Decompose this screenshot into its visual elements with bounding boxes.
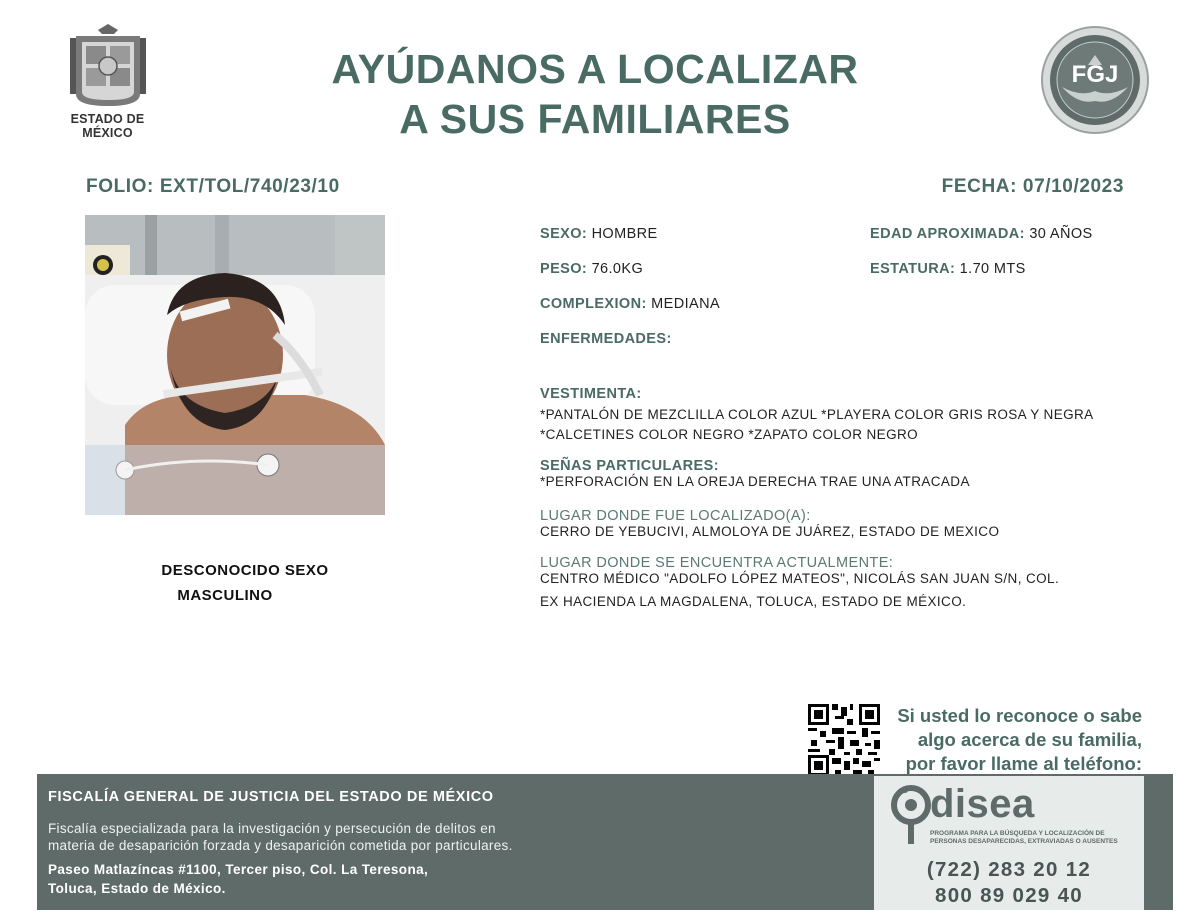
person-caption xyxy=(110,558,380,608)
state-name-label: ESTADO DE MÉXICO xyxy=(70,112,145,140)
footer-org-name: FISCALÍA GENERAL DE JUSTICIA DEL ESTADO DE MÉXICO xyxy=(48,789,494,805)
estatura-label: ESTATURA: xyxy=(870,261,956,277)
actual-line-2: EX HACIENDA LA MAGDALENA, TOLUCA, ESTADO DE MÉXICO. xyxy=(540,594,967,609)
contact-line-3: por favor llame al teléfono: xyxy=(905,753,1142,774)
footer-desc-line-1: Fiscalía especializada para la investigación y persecución de delitos en xyxy=(48,821,496,836)
page-title xyxy=(250,44,940,144)
senas-line-1: *PERFORACIÓN EN LA OREJA DERECHA TRAE UNA ATRACADA xyxy=(540,474,970,489)
complexion-field xyxy=(540,296,720,312)
localizado-line-1: CERRO DE YEBUCIVI, ALMOLOYA DE JUÁREZ, ESTADO DE MEXICO xyxy=(540,524,1000,539)
odisea-subtitle: PROGRAMA PARA LA BÚSQUEDA Y LOCALIZACIÓN DE PERSONAS DESAPARECIDAS, EXTRAVIADAS O AUSENTES xyxy=(930,830,1118,845)
vestimenta-line-1: *PANTALÓN DE MEZCLILLA COLOR AZUL *PLAYERA COLOR GRIS ROSA Y NEGRA xyxy=(540,407,1094,422)
phone-number-1[interactable]: (722) 283 20 12 xyxy=(926,858,1092,881)
fgj-label: FGJ xyxy=(1071,61,1119,88)
odisea-location-pin-icon xyxy=(890,784,932,846)
enfermedades-field xyxy=(540,331,672,347)
peso-label: PESO: xyxy=(540,261,588,277)
peso-field xyxy=(540,261,643,277)
qr-code-icon xyxy=(808,704,880,776)
contact-line-1: Si usted lo reconoce o sabe xyxy=(897,705,1142,726)
estatura-value: 1.70 MTS xyxy=(959,261,1026,277)
peso-value: 76.0KG xyxy=(591,261,644,277)
footer-description xyxy=(48,820,513,854)
odisea-panel xyxy=(874,776,1144,910)
complexion-label: COMPLEXION: xyxy=(540,296,647,312)
person-photo xyxy=(85,215,385,515)
localizado-label: LUGAR DONDE FUE LOCALIZADO(A): xyxy=(540,508,811,524)
actual-label: LUGAR DONDE SE ENCUENTRA ACTUALMENTE: xyxy=(540,555,894,571)
senas-label: SEÑAS PARTICULARES: xyxy=(540,458,719,474)
estatura-field xyxy=(870,261,1026,277)
odisea-wordmark: disea xyxy=(930,782,1035,826)
coat-of-arms-icon xyxy=(68,22,148,108)
sexo-label: SEXO: xyxy=(540,226,588,242)
caption-line-1: DESCONOCIDO SEXO xyxy=(161,562,329,579)
sexo-field xyxy=(540,226,658,242)
footer-addr-line-2: Toluca, Estado de México. xyxy=(48,881,226,896)
actual-line-1: CENTRO MÉDICO "ADOLFO LÓPEZ MATEOS", NICOLÁS SAN JUAN S/N, COL. xyxy=(540,571,1060,586)
fgj-logo xyxy=(1040,25,1150,135)
estado-de-mexico-logo xyxy=(45,22,170,140)
folio-number: FOLIO: EXT/TOL/740/23/10 xyxy=(86,176,340,197)
fecha-date: FECHA: 07/10/2023 xyxy=(941,176,1124,197)
contact-line-2: algo acerca de su familia, xyxy=(917,729,1142,750)
footer-address xyxy=(48,860,428,898)
edad-field xyxy=(870,226,1093,242)
hospital-photo-image xyxy=(85,215,385,515)
title-line-2: A SUS FAMILIARES xyxy=(399,96,791,142)
caption-line-2: MASCULINO xyxy=(177,587,273,604)
vestimenta-line-2: *CALCETINES COLOR NEGRO *ZAPATO COLOR NEGRO xyxy=(540,427,919,442)
qr-code[interactable] xyxy=(808,704,880,776)
contact-message xyxy=(880,704,1142,776)
vestimenta-label: VESTIMENTA: xyxy=(540,386,642,402)
footer-addr-line-1: Paseo Matlazíncas #1100, Tercer piso, Col. La Teresona, xyxy=(48,862,429,877)
edad-label: EDAD APROXIMADA: xyxy=(870,226,1025,242)
title-line-1: AYÚDANOS A LOCALIZAR xyxy=(331,46,859,92)
complexion-value: MEDIANA xyxy=(651,296,721,312)
footer-desc-line-2: materia de desaparición forzada y desaparición cometida por particulares. xyxy=(48,838,513,853)
enfermedades-label: ENFERMEDADES: xyxy=(540,331,672,347)
sexo-value: HOMBRE xyxy=(591,226,658,242)
edad-value: 30 AÑOS xyxy=(1029,226,1093,242)
phone-number-2[interactable]: 800 89 029 40 xyxy=(935,884,1083,907)
